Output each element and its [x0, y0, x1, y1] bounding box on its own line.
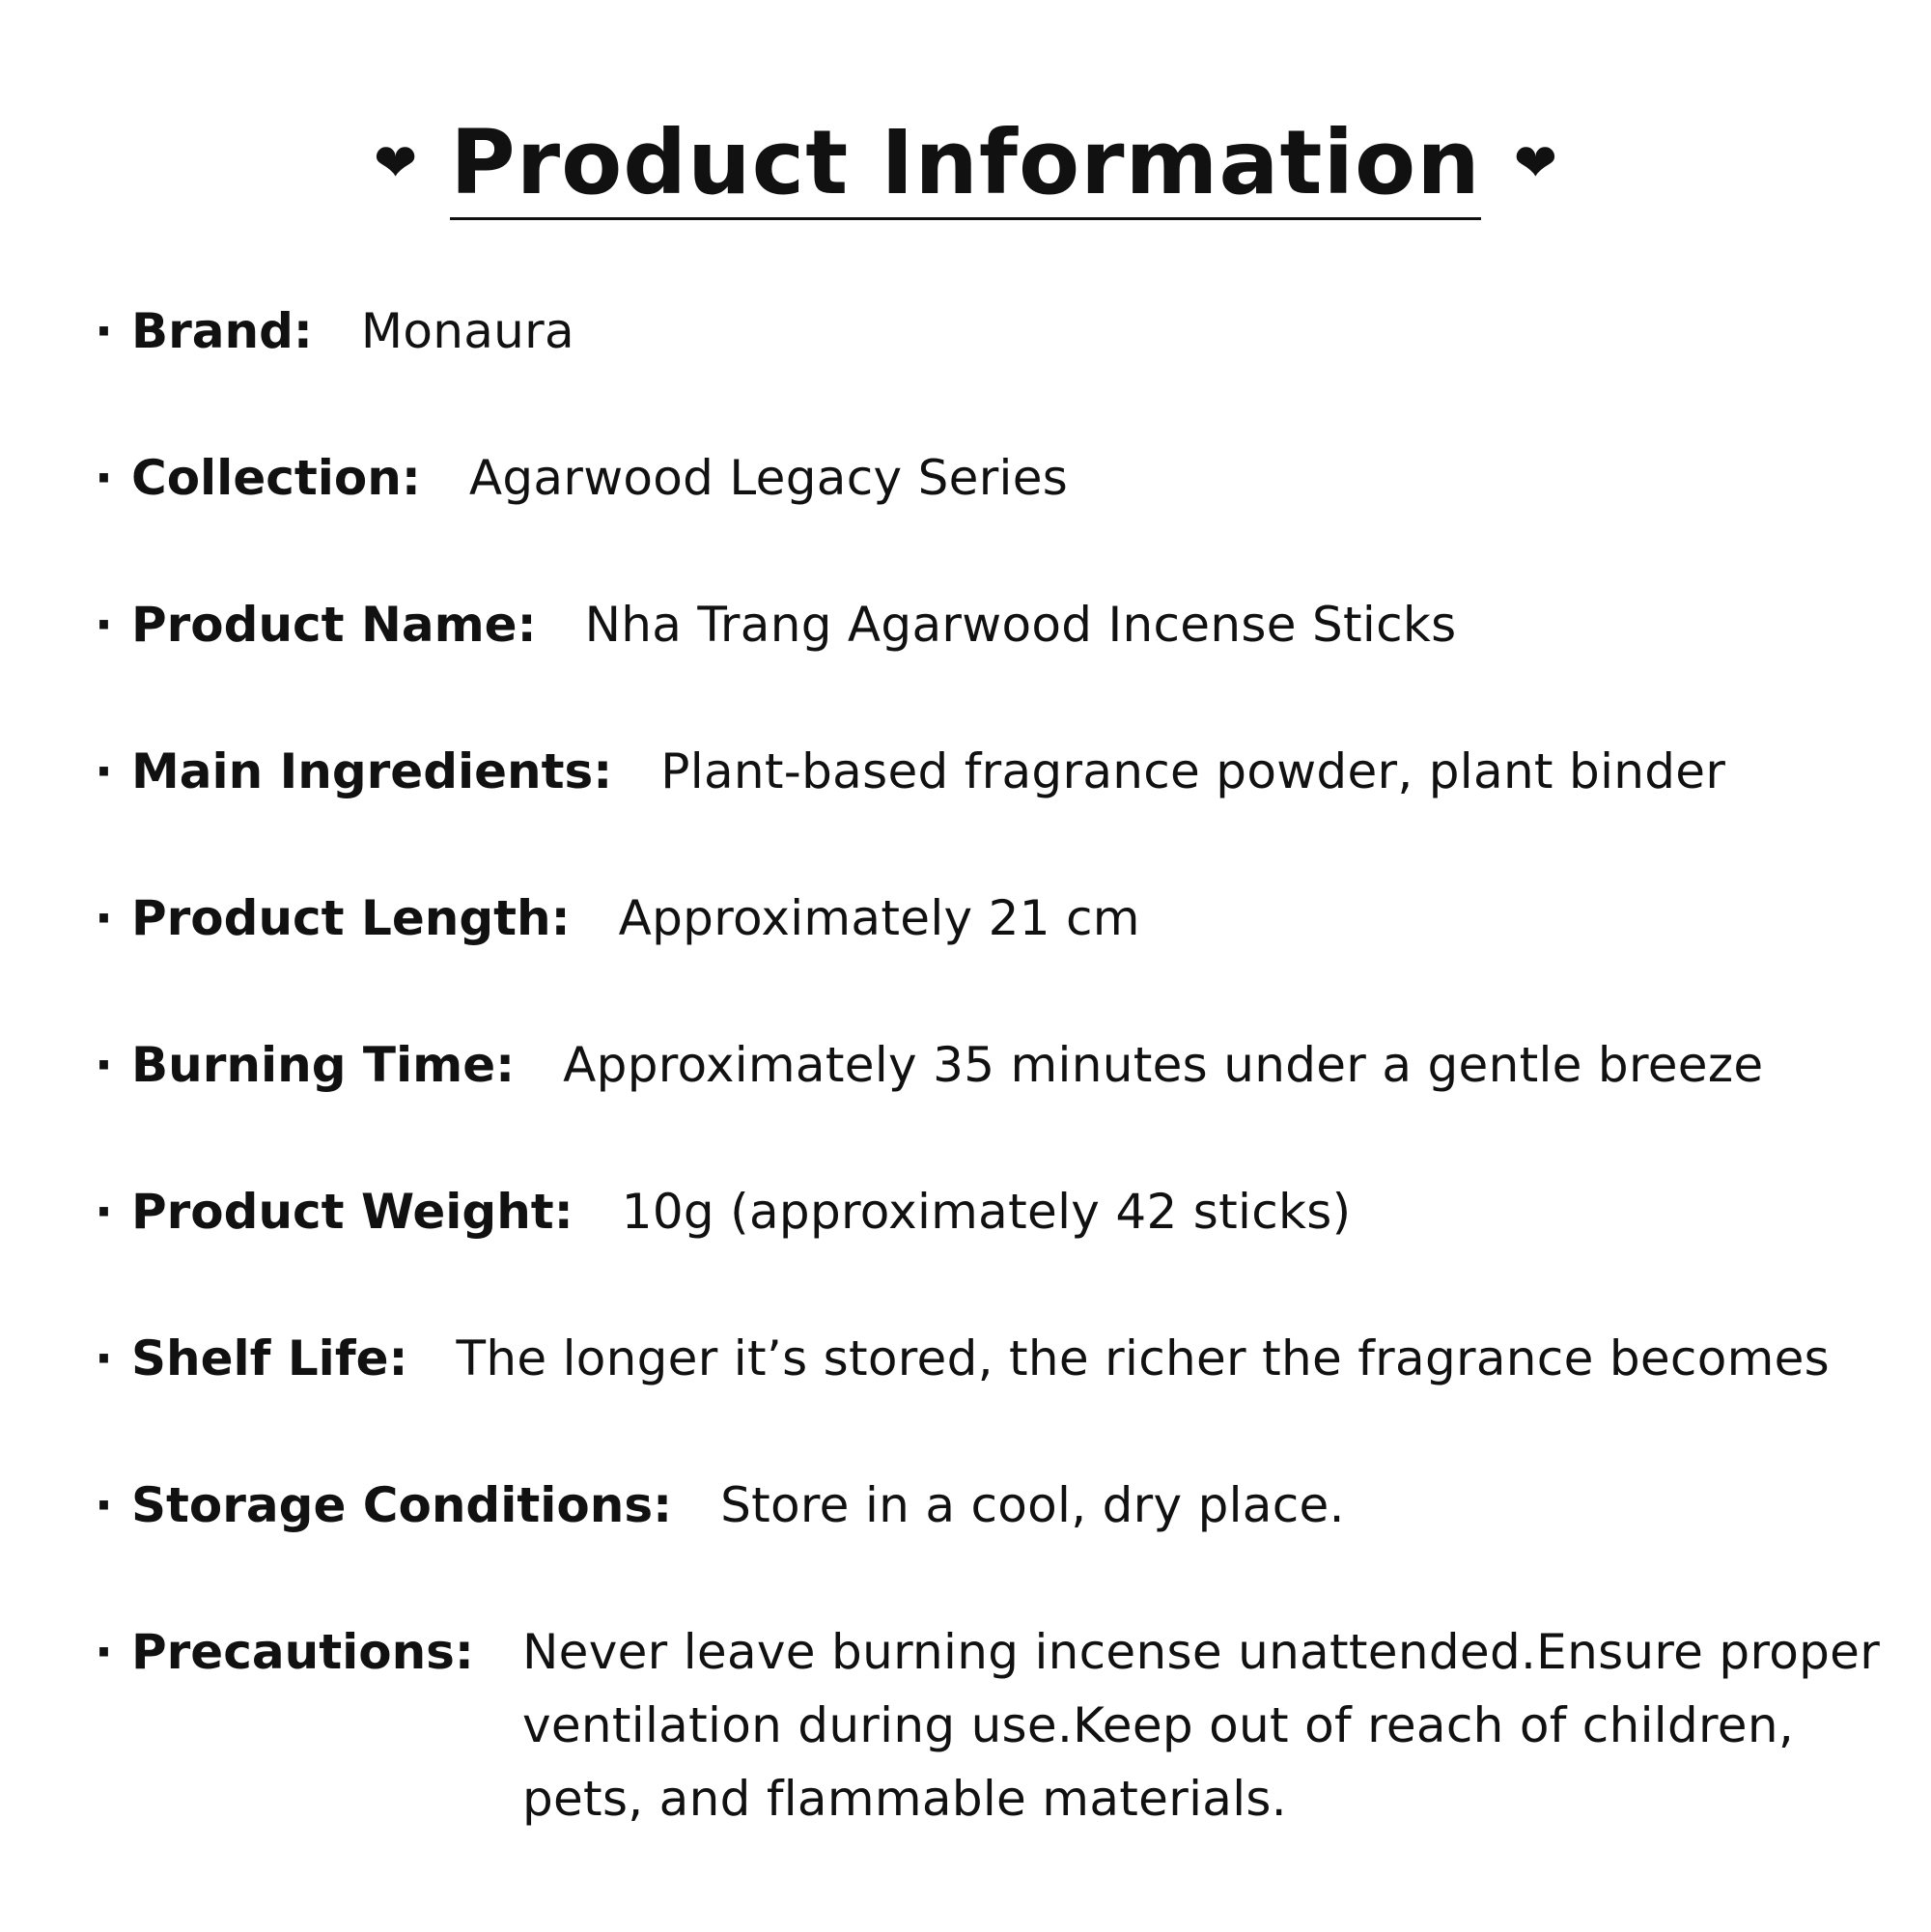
info-label: Storage Conditions: [131, 1477, 673, 1533]
info-label: Brand: [131, 303, 313, 359]
info-label: Main Ingredients: [131, 743, 613, 799]
info-label: Shelf Life: [131, 1330, 408, 1386]
info-value: Approximately 35 minutes under a gentle breeze [563, 1037, 1764, 1093]
info-value: Nha Trang Agarwood Incense Sticks [584, 597, 1457, 653]
heart-icon: ❤ [1513, 132, 1557, 194]
heart-icon: ❤ [374, 132, 418, 194]
page-title: Product Information [450, 114, 1480, 220]
info-row-product-weight [95, 1175, 1890, 1322]
bullet-icon: · [95, 303, 113, 359]
bullet-icon: · [95, 1624, 113, 1680]
bullet-icon: · [95, 597, 113, 653]
info-row-product-length [95, 882, 1890, 1028]
bullet-icon: · [95, 743, 113, 799]
bullet-icon: · [95, 890, 113, 946]
product-info-list [95, 294, 1890, 1827]
info-label: Collection: [131, 450, 421, 506]
info-value: Store in a cool, dry place. [720, 1477, 1345, 1533]
info-row-storage-conditions [95, 1469, 1890, 1615]
info-row-precautions [95, 1615, 1890, 1827]
bullet-icon: · [95, 1037, 113, 1093]
info-label: Precautions: [131, 1624, 474, 1680]
info-value: Agarwood Legacy Series [468, 450, 1069, 506]
info-value: Never leave burning incense unattended.Ensure proper ventilation during use.Keep out of reach of children, pets, and flammable materials. [521, 1624, 1881, 1827]
info-label: Product Length: [131, 890, 571, 946]
info-row-brand [95, 294, 1890, 441]
info-value: Monaura [360, 303, 574, 359]
info-row-shelf-life [95, 1322, 1890, 1469]
bullet-icon: · [95, 450, 113, 506]
info-row-main-ingredients [95, 735, 1890, 882]
info-value: Approximately 21 cm [618, 890, 1140, 946]
info-value: The longer it’s stored, the richer the fragrance becomes [456, 1330, 1831, 1386]
bullet-icon: · [95, 1477, 113, 1533]
info-row-product-name [95, 588, 1890, 735]
bullet-icon: · [95, 1330, 113, 1386]
page-header [0, 111, 1931, 220]
info-row-collection [95, 441, 1890, 588]
info-value: Plant-based fragrance powder, plant binder [660, 743, 1726, 799]
info-label: Product Weight: [131, 1184, 574, 1240]
bullet-icon: · [95, 1184, 113, 1240]
info-label: Burning Time: [131, 1037, 516, 1093]
info-label: Product Name: [131, 597, 537, 653]
info-value: 10g (approximately 42 sticks) [621, 1184, 1352, 1240]
info-row-burning-time [95, 1028, 1890, 1175]
